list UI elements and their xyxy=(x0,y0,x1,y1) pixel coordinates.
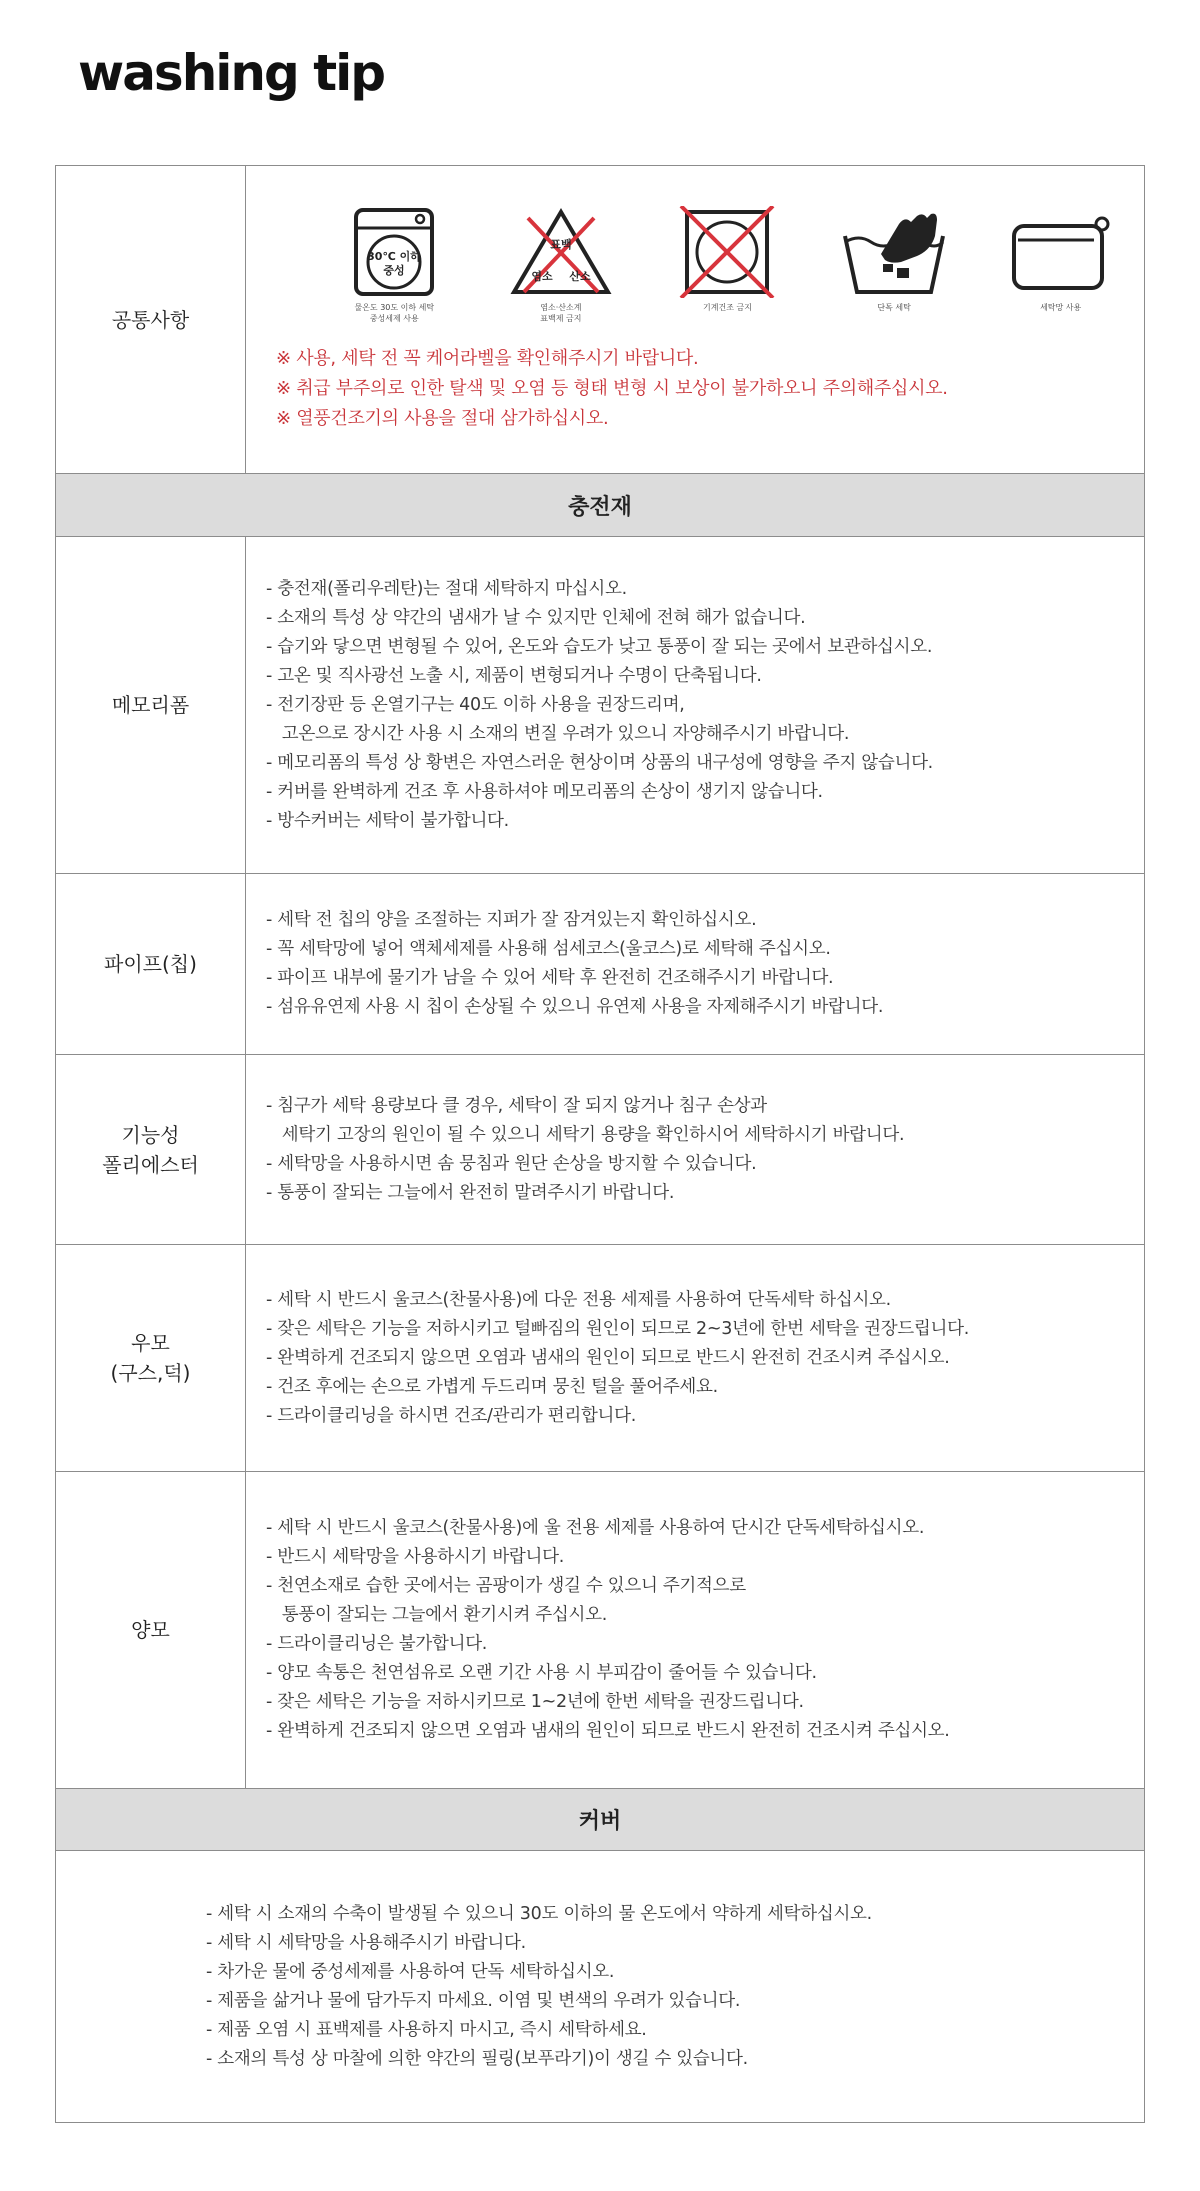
list-item: - 양모 속통은 천연섬유로 오랜 기간 사용 시 부피감이 줄어들 수 있습니다. xyxy=(266,1663,817,1683)
no-tumble-dry-icon xyxy=(677,206,777,298)
section-header-cover: 커버 xyxy=(56,1789,1144,1851)
list-item: - 잦은 세탁은 기능을 저하시키고 털빠짐의 원인이 되므로 2~3년에 한번 세탁을 권장드립니다. xyxy=(266,1318,969,1339)
pipe-list xyxy=(266,906,1144,1022)
row-down xyxy=(56,1245,1144,1472)
bleach-right-text: 산소 xyxy=(569,269,591,283)
care-item-dry xyxy=(644,206,811,324)
list-item: - 세탁 전 칩의 양을 조절하는 지퍼가 잘 잠겨있는지 확인하십시오. xyxy=(266,910,757,930)
list-item: - 완벽하게 건조되지 않으면 오염과 냄새의 원인이 되므로 반드시 완전히 건조시켜 주십시오. xyxy=(266,1347,950,1368)
warning-list xyxy=(276,344,1144,434)
list-item: - 세탁 시 소재의 수축이 발생될 수 있으니 30도 이하의 물 온도에서 약하게 세탁하십시오. xyxy=(206,1903,872,1924)
list-item: - 습기와 닿으면 변형될 수 있어, 온도와 습도가 낮고 통풍이 잘 되는 곳에서 보관하십시오. xyxy=(266,636,933,657)
list-item: - 침구가 세탁 용량보다 클 경우, 세탁이 잘 되지 않거나 침구 손상과 xyxy=(266,1095,767,1116)
list-item: - 잦은 세탁은 기능을 저하시키므로 1~2년에 한번 세탁을 권장드립니다. xyxy=(266,1692,804,1712)
row-label-polyester: 기능성 폴리에스터 xyxy=(56,1055,246,1244)
row-wool xyxy=(56,1472,1144,1789)
care-caption-dry: 기계건조 금지 xyxy=(703,302,752,312)
warning-item: ※ 사용, 세탁 전 꼭 케어라벨을 확인해주시기 바랍니다. xyxy=(276,347,699,369)
row-label-memory-foam: 메모리폼 xyxy=(56,537,246,873)
wash-neutral-text: 중성 xyxy=(383,263,405,277)
row-label-wool: 양모 xyxy=(56,1472,246,1788)
polyester-list xyxy=(266,1092,1144,1208)
list-item: - 반드시 세탁망을 사용하시기 바랍니다. xyxy=(266,1547,565,1567)
row-polyester xyxy=(56,1055,1144,1245)
list-item: - 방수커버는 세탁이 불가합니다. xyxy=(266,810,509,831)
page-title: washing tip xyxy=(78,44,385,102)
list-item: - 세탁 시 반드시 울코스(찬물사용)에 다운 전용 세제를 사용하여 단독세탁 하십시오. xyxy=(266,1289,891,1310)
care-caption-handwash: 단독 세탁 xyxy=(877,302,911,312)
row-label-pipe: 파이프(칩) xyxy=(56,874,246,1054)
bleach-left-text: 염소 xyxy=(531,269,553,283)
care-caption-net: 세탁망 사용 xyxy=(1040,302,1082,312)
laundry-net-icon xyxy=(1006,206,1116,298)
list-item: - 커버를 완벽하게 건조 후 사용하셔야 메모리폼의 손상이 생기지 않습니다. xyxy=(266,781,823,802)
list-item: - 전기장판 등 온열기구는 40도 이하 사용을 권장드리며, xyxy=(266,694,685,715)
wash-temp-text: 30℃ 이하 xyxy=(367,249,422,263)
down-content xyxy=(246,1245,1144,1471)
list-item: - 섬유유연제 사용 시 칩이 손상될 수 있으니 유연제 사용을 자제해주시기 바랍니다. xyxy=(266,997,884,1017)
list-item: - 꼭 세탁망에 넣어 액체세제를 사용해 섬세코스(울코스)로 세탁해 주십시오. xyxy=(266,939,831,959)
list-item: - 천연소재로 습한 곳에서는 곰팡이가 생길 수 있으니 주기적으로 xyxy=(266,1576,746,1596)
row-common xyxy=(56,166,1144,474)
memory-foam-content xyxy=(246,537,1144,873)
list-item: 세탁기 고장의 원인이 될 수 있으니 세탁기 용량을 확인하시어 세탁하시기 바랍니다. xyxy=(266,1124,905,1145)
section-header-fill: 충전재 xyxy=(56,474,1144,537)
list-item: - 충전재(폴리우레탄)는 절대 세탁하지 마십시오. xyxy=(266,578,627,599)
care-item-wash xyxy=(311,206,478,324)
list-item: - 메모리폼의 특성 상 황변은 자연스러운 현상이며 상품의 내구성에 영향을 주지 않습니다. xyxy=(266,752,933,773)
care-icons xyxy=(311,206,1144,324)
list-item: - 제품을 삶거나 물에 담가두지 마세요. 이염 및 변색의 우려가 있습니다. xyxy=(206,1990,741,2011)
list-item: - 소재의 특성 상 약간의 냄새가 날 수 있지만 인체에 전혀 해가 없습니다. xyxy=(266,607,806,628)
list-item: - 세탁 시 반드시 울코스(찬물사용)에 울 전용 세제를 사용하여 단시간 단독세탁하십시오. xyxy=(266,1518,925,1538)
list-item: - 세탁 시 세탁망을 사용해주시기 바랍니다. xyxy=(206,1932,526,1953)
care-caption-bleach: 염소·산소계 표백제 금지 xyxy=(540,302,582,323)
row-label-down: 우모 (구스,덕) xyxy=(56,1245,246,1471)
list-item: - 파이프 내부에 물기가 남을 수 있어 세탁 후 완전히 건조해주시기 바랍니다. xyxy=(266,968,834,988)
list-item: - 드라이클리닝을 하시면 건조/관리가 편리합니다. xyxy=(266,1405,637,1426)
memory-foam-list xyxy=(266,575,1144,836)
list-item: - 차가운 물에 중성세제를 사용하여 단독 세탁하십시오. xyxy=(206,1961,615,1982)
list-item: - 소재의 특성 상 마찰에 의한 약간의 필링(보푸라기)이 생길 수 있습니다. xyxy=(206,2048,748,2069)
bleach-top-text: 표백 xyxy=(550,237,572,251)
common-content xyxy=(246,166,1144,473)
row-label-common: 공통사항 xyxy=(56,166,246,473)
list-item: - 드라이클리닝은 불가합니다. xyxy=(266,1634,488,1654)
list-item: - 세탁망을 사용하시면 솜 뭉침과 원단 손상을 방지할 수 있습니다. xyxy=(266,1153,757,1174)
list-item: - 통풍이 잘되는 그늘에서 완전히 말려주시기 바랍니다. xyxy=(266,1182,675,1203)
washing-tip-table xyxy=(55,165,1145,2123)
cover-content xyxy=(56,1851,1144,2122)
row-cover xyxy=(56,1851,1144,2122)
wash-30-neutral-icon xyxy=(344,206,444,298)
down-list xyxy=(266,1286,1144,1431)
row-memory-foam xyxy=(56,537,1144,874)
list-item: - 고온 및 직사광선 노출 시, 제품이 변형되거나 수명이 단축됩니다. xyxy=(266,665,762,686)
no-bleach-icon xyxy=(506,206,616,298)
list-item: - 완벽하게 건조되지 않으면 오염과 냄새의 원인이 되므로 반드시 완전히 건조시켜 주십시오. xyxy=(266,1721,950,1741)
care-item-handwash xyxy=(811,206,978,324)
list-item: - 건조 후에는 손으로 가볍게 두드리며 뭉친 털을 풀어주세요. xyxy=(266,1376,718,1397)
cover-list xyxy=(206,1900,1144,2074)
list-item: - 제품 오염 시 표백제를 사용하지 마시고, 즉시 세탁하세요. xyxy=(206,2019,647,2040)
polyester-content xyxy=(246,1055,1144,1244)
care-item-bleach xyxy=(478,206,645,324)
pipe-content xyxy=(246,874,1144,1054)
care-item-net xyxy=(977,206,1144,324)
list-item: 고온으로 장시간 사용 시 소재의 변질 우려가 있으니 자양해주시기 바랍니다. xyxy=(266,723,850,744)
wool-list xyxy=(266,1514,1144,1746)
warning-item: ※ 열풍건조기의 사용을 절대 삼가하십시오. xyxy=(276,407,609,429)
list-item: 통풍이 잘되는 그늘에서 환기시켜 주십시오. xyxy=(266,1605,607,1625)
warning-item: ※ 취급 부주의로 인한 탈색 및 오염 등 형태 변형 시 보상이 불가하오니 주의해주십시오. xyxy=(276,377,948,399)
row-pipe xyxy=(56,874,1144,1055)
care-caption-wash: 물온도 30도 이하 세탁 중성세제 사용 xyxy=(354,302,435,323)
wool-content xyxy=(246,1472,1144,1788)
hand-wash-icon xyxy=(839,206,949,298)
